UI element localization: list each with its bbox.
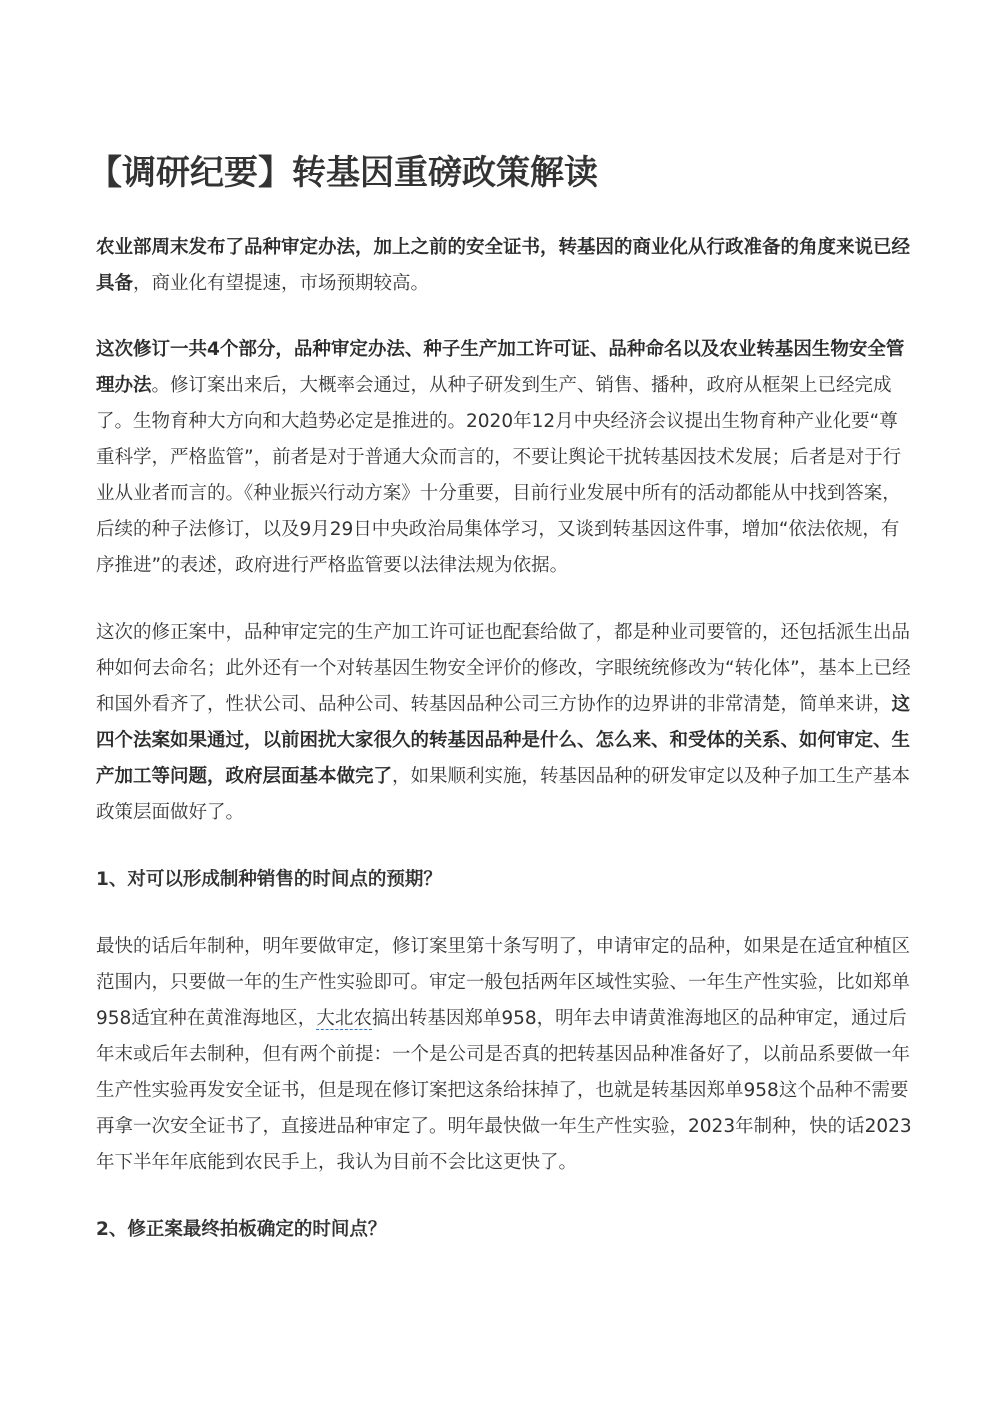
section-heading-2: 2、修正案最终拍板确定的时间点？ bbox=[96, 1219, 387, 1240]
paragraph-amendment bbox=[96, 615, 916, 831]
body-text: 搞出转基因郑单958，明年去申请黄淮海地区的品种审定，通过后年末或后年去制种，但有两个前提：一个是公司是否真的把转基因品种准备好了，以前品系要做一年生产性实验再发安全证书，但是现在修订案把这条给抹掉了，也就是转基因郑单958这个品种不需要再拿一次安全证书了，直接进品种审定了。明年最快做一年生产性实验，2023年制种，快的话2023年下半年年底能到农民手上，我认为目前不会比这更快了。 bbox=[96, 1008, 912, 1173]
bold-text: 农业部周末发布了品种审定办法，加上之前的安全证书，转基因的商业化从行政准备的角度来说已经具备 bbox=[96, 237, 911, 294]
body-text: 。修订案出来后，大概率会通过，从种子研发到生产、销售、播种，政府从框架上已经完成了。生物育种大方向和大趋势必定是推进的。2020年12月中央经济会议提出生物育种产业化要“尊重科学，严格监管”，前者是对于普通大众而言的，不要让舆论干扰转基因技术发展；后者是对于行业从业者而言的。《种业振兴行动方案》十分重要，目前行业发展中所有的活动都能从中找到答案，后续的种子法修订，以及9月29日中央政治局集体学习，又谈到转基因这件事，增加“依法依规，有序推进”的表述，政府进行严格监管要以法律法规为依据。 bbox=[96, 375, 902, 576]
body-text: 最快的话后年制种，明年要做审定，修订案里第十条写明了，申请审定的品种，如果是在适宜种植区范围内，只要做一年的生产性实验即可。审定一般包括两年区域性实验、一年生产性实验，比如郑单958适宜种在黄淮海地区， bbox=[96, 936, 911, 1029]
paragraph-revision-parts bbox=[96, 332, 916, 584]
body-text: 这次的修正案中，品种审定完的生产加工许可证也配套给做了，都是种业司要管的，还包括派生出品种如何去命名；此外还有一个对转基因生物安全评价的修改，字眼统统修改为“转化体”，基本上已经和国外看齐了，性状公司、品种公司、转基因品种公司三方协作的边界讲的非常清楚，简单来讲， bbox=[96, 622, 911, 715]
body-text: ，商业化有望提速，市场预期较高。 bbox=[133, 273, 430, 294]
paragraph-intro bbox=[96, 230, 916, 302]
section-heading-1: 1、对可以形成制种销售的时间点的预期？ bbox=[96, 869, 442, 890]
company-link[interactable]: 大北农 bbox=[316, 1008, 372, 1029]
page-title: 【调研纪要】转基因重磅政策解读 bbox=[88, 153, 598, 193]
bold-text: 这四个法案如果通过，以前困扰大家很久的转基因品种是什么、怎么来、和受体的关系、如何审定、生产加工等问题，政府层面基本做完了 bbox=[96, 694, 911, 787]
paragraph-timeline bbox=[96, 929, 916, 1181]
article bbox=[88, 150, 916, 1279]
body-text: ，如果顺利实施，转基因品种的研发审定以及种子加工生产基本政策层面做好了。 bbox=[96, 766, 911, 823]
bold-text: 这次修订一共4个部分，品种审定办法、种子生产加工许可证、品种命名以及农业转基因生物安全管理办法 bbox=[96, 339, 905, 396]
